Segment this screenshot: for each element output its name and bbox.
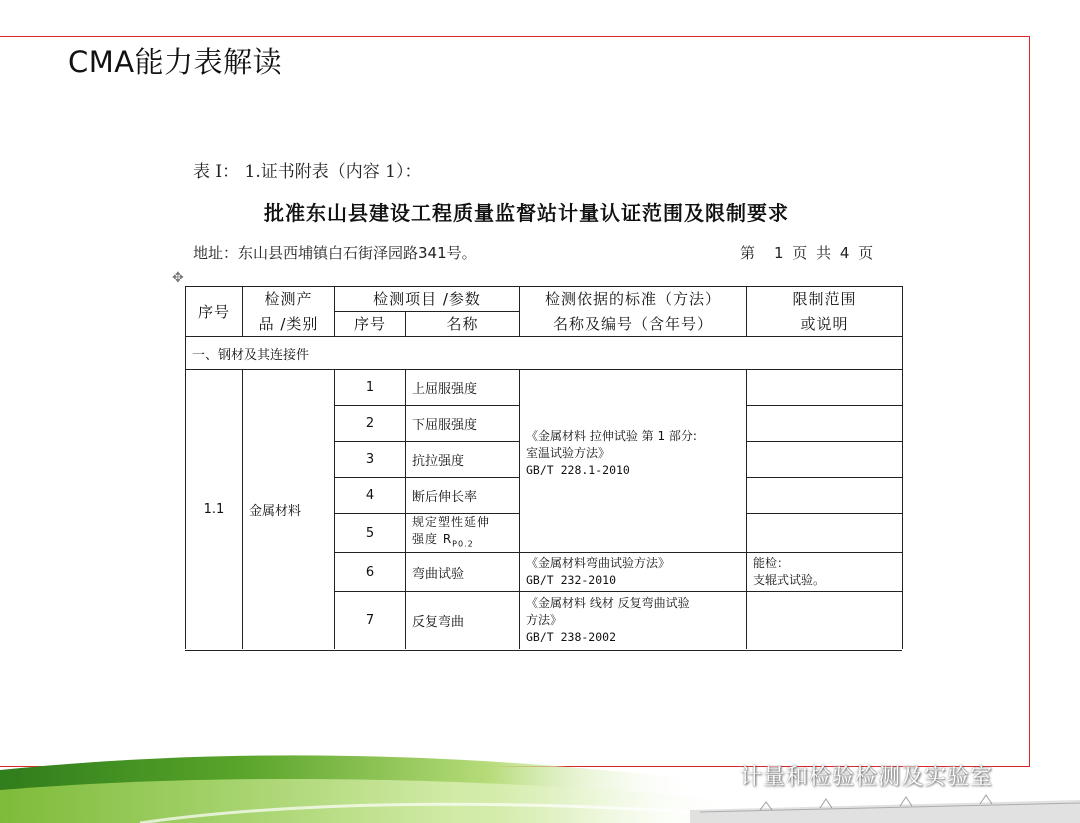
document-heading: 批准东山县建设工程质量监督站计量认证范围及限制要求 bbox=[264, 201, 789, 225]
item-seq-4: 4 bbox=[335, 478, 406, 514]
standard-reverse-line1: 《金属材料 线材 反复弯曲试验 bbox=[526, 596, 690, 611]
standard-bend-code: GB/T 232-2010 bbox=[526, 573, 617, 588]
header-item-group: 检测项目 /参数 bbox=[335, 287, 520, 312]
item-name-5-line1: 规定塑性延伸 bbox=[412, 515, 491, 529]
header-limit-line1: 限制范围 bbox=[747, 287, 903, 312]
section-row: 一、钢材及其连接件 bbox=[186, 337, 903, 370]
standard-bend-line1: 《金属材料弯曲试验方法》 bbox=[526, 556, 671, 571]
limit-cell-4 bbox=[747, 478, 903, 514]
watermark-text: 计量和检验检测及实验室 bbox=[740, 765, 994, 790]
item-seq-3: 3 bbox=[335, 442, 406, 478]
standard-reverse-line2: 方法》 bbox=[526, 613, 563, 628]
table-caption: 表 I： 1.证书附表（内容 1）： bbox=[193, 162, 422, 182]
certificate-table bbox=[185, 286, 903, 649]
item-name-6: 弯曲试验 bbox=[406, 553, 520, 592]
item-name-3: 抗拉强度 bbox=[406, 442, 520, 478]
header-limit-line2: 或说明 bbox=[747, 312, 903, 337]
item-seq-6: 6 bbox=[335, 553, 406, 592]
item-name-7: 反复弯曲 bbox=[406, 592, 520, 649]
move-handle-icon[interactable]: ✥ bbox=[172, 270, 184, 286]
header-product-line1: 检测产 bbox=[243, 287, 335, 312]
item-name-2: 下屈服强度 bbox=[406, 406, 520, 442]
standard-bend bbox=[520, 553, 747, 592]
header-item-name: 名称 bbox=[406, 312, 520, 337]
header-standard-line1: 检测依据的标准（方法） bbox=[520, 287, 747, 312]
group-product: 金属材料 bbox=[243, 370, 335, 649]
item-name-5-subscript: P0.2 bbox=[452, 539, 474, 549]
table-cut-line bbox=[185, 650, 902, 651]
standard-tensile-line2: 室温试验方法》 bbox=[526, 446, 611, 460]
limit-cell-5 bbox=[747, 514, 903, 553]
header-product-line2: 品 /类别 bbox=[243, 312, 335, 337]
header-seq: 序号 bbox=[186, 287, 243, 337]
wechat-icon bbox=[700, 766, 734, 790]
limit-cell-7 bbox=[747, 592, 903, 649]
item-name-5 bbox=[406, 514, 520, 553]
standard-reverse-code: GB/T 238-2002 bbox=[526, 630, 617, 645]
item-name-1: 上屈服强度 bbox=[406, 370, 520, 406]
watermark bbox=[700, 760, 993, 791]
limit-bend bbox=[747, 553, 903, 592]
item-name-4: 断后伸长率 bbox=[406, 478, 520, 514]
item-seq-1: 1 bbox=[335, 370, 406, 406]
page-info: 第 1 页 共 4 页 bbox=[740, 244, 876, 262]
limit-bend-line1: 能检： bbox=[753, 556, 790, 571]
standard-tensile bbox=[520, 370, 747, 553]
limit-bend-line2: 支辊式试验。 bbox=[753, 573, 826, 588]
item-seq-2: 2 bbox=[335, 406, 406, 442]
group-seq: 1.1 bbox=[186, 370, 243, 649]
slide-title: CMA能力表解读 bbox=[68, 45, 283, 79]
standard-tensile-code: GB/T 228.1-2010 bbox=[526, 463, 630, 477]
limit-cell-2 bbox=[747, 406, 903, 442]
header-item-seq: 序号 bbox=[335, 312, 406, 337]
item-name-5-line2: 强度 R bbox=[412, 532, 453, 546]
standard-reverse-bend bbox=[520, 592, 747, 649]
standard-tensile-line1: 《金属材料 拉伸试验 第 1 部分: bbox=[526, 429, 697, 443]
address-line: 地址：东山县西埔镇白石街泽园路341号。 bbox=[193, 244, 477, 262]
limit-cell-1 bbox=[747, 370, 903, 406]
limit-cell-3 bbox=[747, 442, 903, 478]
item-seq-5: 5 bbox=[335, 514, 406, 553]
item-seq-7: 7 bbox=[335, 592, 406, 649]
header-standard-line2: 名称及编号（含年号） bbox=[520, 312, 747, 337]
